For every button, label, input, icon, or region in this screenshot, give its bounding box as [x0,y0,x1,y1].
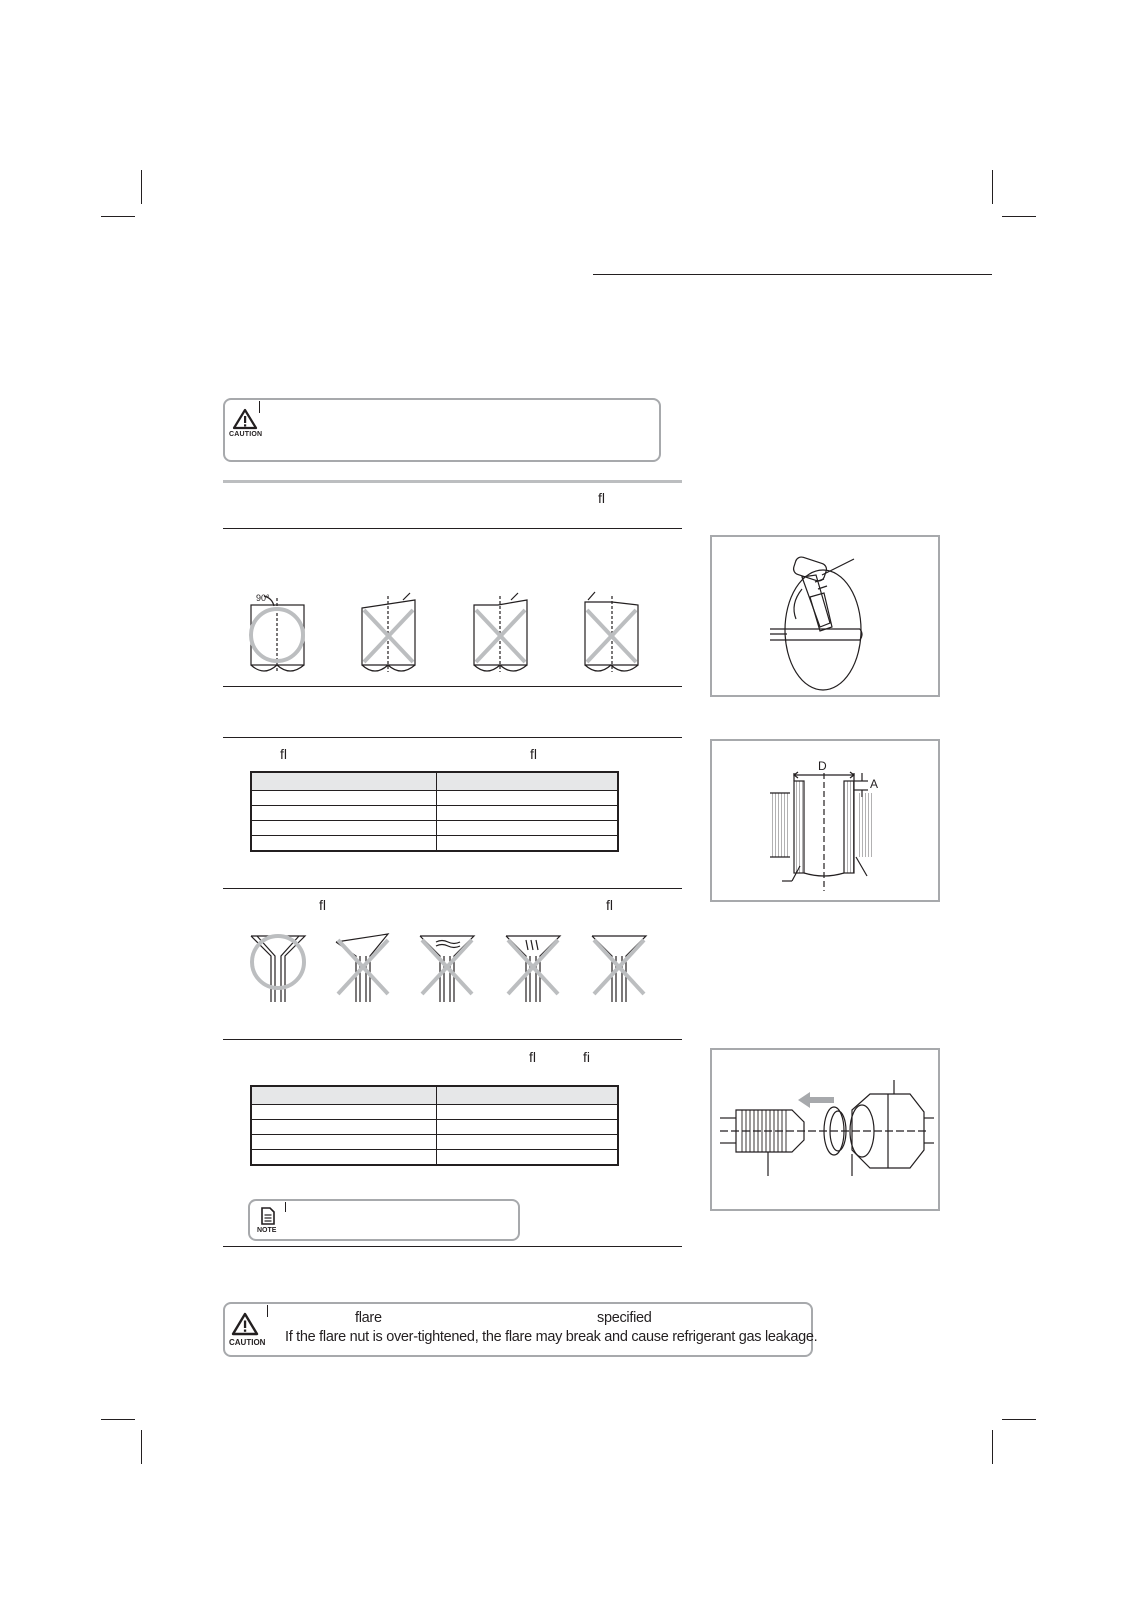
pipe-cut-diagrams [240,590,670,680]
fl-glyph-1: fl [598,490,605,506]
step-rule-4 [223,888,682,889]
crop-mark-top-left-v [141,170,142,204]
fi-glyph-1: fi [583,1049,590,1065]
flare-correct [251,936,305,1002]
crop-mark-bottom-left-h [101,1419,135,1420]
dimension-d-label: D [818,759,827,773]
fl-glyph-4: fl [319,897,326,913]
pipe-correct [251,596,304,672]
caution-label-bottom: CAUTION [229,1338,266,1347]
caution-box-top [223,398,661,462]
section-rule-top [223,480,682,483]
header-rule [593,274,992,275]
caution-divider-bottom [267,1305,268,1317]
note-label: NOTE [257,1227,277,1234]
table-torque [250,1085,619,1166]
step-rule-1 [223,528,682,529]
flare-nut-illustration [712,1050,938,1209]
flare-wrong-1 [336,934,388,1002]
step-rule-6 [223,1246,682,1247]
note-icon [260,1207,276,1225]
fl-glyph-6: fl [529,1049,536,1065]
caution-divider [259,401,260,413]
fl-glyph-2: fl [280,746,287,762]
table-flare-dimensions [250,771,619,852]
step-rule-3 [223,737,682,738]
crop-mark-bottom-right-v [992,1430,993,1464]
caution-box-bottom [223,1302,818,1357]
figure-flare-nut-connection [710,1048,940,1211]
angle-label: 90° [256,593,270,603]
note-divider [285,1202,286,1212]
crop-mark-top-right-v [992,170,993,204]
step-rule-2 [223,686,682,687]
caution-word-specified: specified [597,1310,652,1326]
crop-mark-bottom-left-v [141,1430,142,1464]
pipe-wrong-1 [362,593,415,672]
step-rule-5 [223,1039,682,1040]
pipe-cutter-illustration [712,537,938,695]
caution-icon-bottom [231,1312,259,1336]
fl-glyph-3: fl [530,746,537,762]
note-box [248,1199,520,1241]
figure-pipe-cutter [710,535,940,697]
caution-text-line2: If the flare nut is over-tightened, the flare may break and cause refrigerant gas leakage. [285,1329,818,1345]
fl-glyph-5: fl [606,897,613,913]
flare-wrong-2 [420,936,474,1002]
figure-flare-dimensions [710,739,940,902]
flare-wrong-4 [592,936,646,1002]
dimension-a-label: A [870,777,879,791]
crop-mark-bottom-right-h [1002,1419,1036,1420]
crop-mark-top-right-h [1002,216,1036,217]
flare-wrong-3 [506,936,560,1002]
caution-icon [232,408,258,430]
caution-word-flare: flare [355,1310,382,1326]
flare-shape-diagrams [248,932,668,1004]
pipe-wrong-2 [474,593,527,672]
caution-label: CAUTION [229,431,263,438]
pipe-wrong-3 [585,592,638,672]
crop-mark-top-left-h [101,216,135,217]
